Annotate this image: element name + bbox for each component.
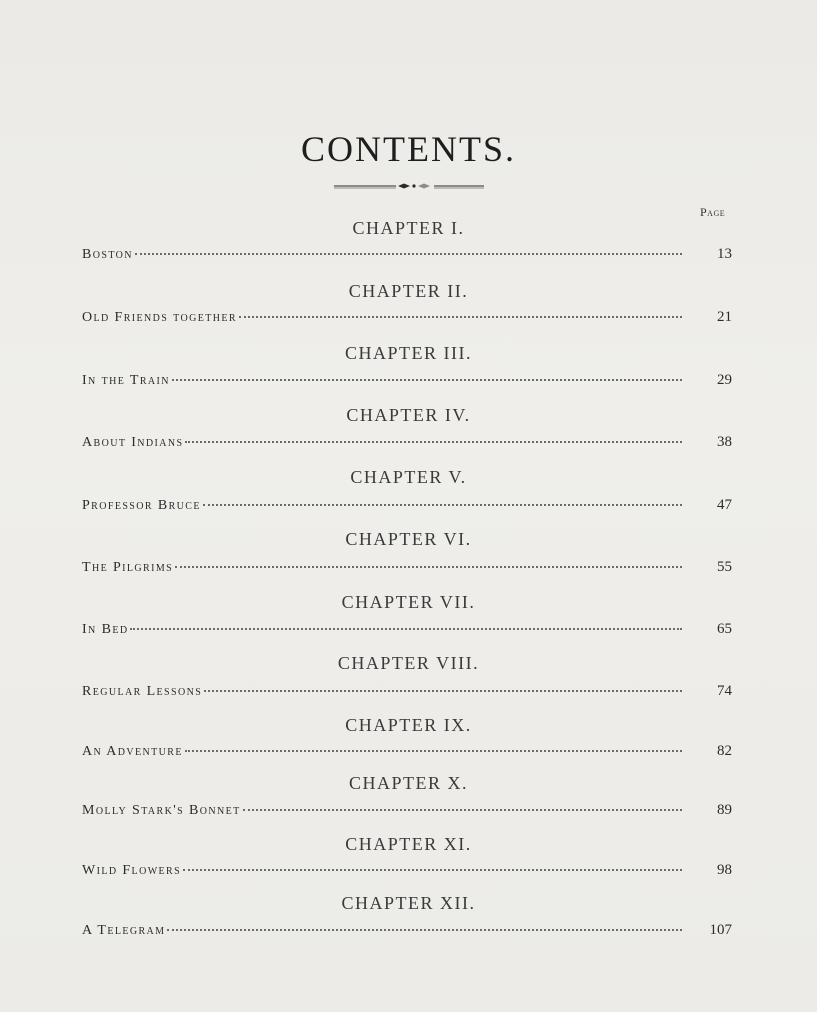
entry-page-number: 89 — [717, 802, 732, 818]
entry-title: Old Friends together — [82, 310, 237, 325]
entry-page-number: 65 — [717, 621, 732, 637]
entry-page-number: 55 — [717, 559, 732, 575]
toc-entry[interactable] — [82, 862, 732, 884]
dot-leader — [172, 379, 682, 381]
dot-leader — [239, 316, 682, 318]
entry-page-number: 29 — [717, 372, 732, 388]
dot-leader — [185, 750, 682, 752]
entry-page-number: 47 — [717, 497, 732, 513]
entry-title: A Telegram — [82, 923, 166, 938]
ornament-divider — [334, 182, 484, 190]
toc-entry[interactable] — [82, 309, 732, 331]
toc-entry[interactable] — [82, 743, 732, 765]
toc-entry[interactable] — [82, 621, 732, 643]
toc-entry[interactable] — [82, 559, 732, 581]
entry-title: Boston — [82, 247, 133, 262]
entry-title: About Indians — [82, 435, 184, 450]
dot-leader — [167, 929, 682, 931]
entry-title: The Pilgrims — [82, 560, 174, 575]
entry-title: Wild Flowers — [82, 863, 182, 878]
chapter-heading: CHAPTER IX. — [345, 715, 472, 735]
entry-page-number: 107 — [709, 922, 732, 938]
page-column-label: Page — [700, 205, 726, 219]
entry-title: Professor Bruce — [82, 498, 201, 513]
chapter-heading: CHAPTER VII. — [341, 592, 476, 612]
entry-title: In the Train — [82, 373, 170, 388]
entry-page-number: 82 — [717, 743, 732, 759]
entry-title: Molly Stark's Bonnet — [82, 803, 241, 818]
entry-title: Regular Lessons — [82, 684, 203, 699]
entry-page-number: 98 — [717, 862, 732, 878]
toc-entry[interactable] — [82, 802, 732, 824]
dot-leader — [203, 504, 682, 506]
entry-page-number: 21 — [717, 309, 732, 325]
chapter-heading: CHAPTER VI. — [345, 529, 472, 549]
entry-page-number: 74 — [717, 683, 732, 699]
dot-leader — [175, 566, 682, 568]
dot-leader — [243, 809, 682, 811]
entry-title: In Bed — [82, 622, 129, 637]
chapter-heading: CHAPTER I. — [352, 218, 465, 238]
dot-leader — [183, 869, 682, 871]
chapter-heading: CHAPTER XII. — [341, 893, 476, 913]
chapter-heading: CHAPTER VIII. — [337, 653, 480, 673]
entry-page-number: 13 — [717, 246, 732, 262]
toc-entry[interactable] — [82, 497, 732, 519]
dot-leader — [135, 253, 682, 255]
chapter-heading: CHAPTER IV. — [346, 405, 471, 425]
dot-leader — [204, 690, 682, 692]
entry-title: An Adventure — [82, 744, 183, 759]
chapter-heading: CHAPTER III. — [345, 343, 472, 363]
toc-entry[interactable] — [82, 246, 732, 268]
entry-page-number: 38 — [717, 434, 732, 450]
toc-entry[interactable] — [82, 372, 732, 394]
chapter-heading: CHAPTER X. — [348, 773, 468, 793]
chapter-heading: CHAPTER V. — [350, 467, 467, 487]
dot-leader — [185, 441, 682, 443]
dot-leader — [130, 628, 682, 630]
page-title: CONTENTS. — [301, 129, 516, 169]
chapter-heading: CHAPTER XI. — [345, 834, 472, 854]
toc-entry[interactable] — [82, 922, 732, 944]
chapter-heading: CHAPTER II. — [348, 281, 469, 301]
toc-entry[interactable] — [82, 683, 732, 705]
toc-entry[interactable] — [82, 434, 732, 456]
